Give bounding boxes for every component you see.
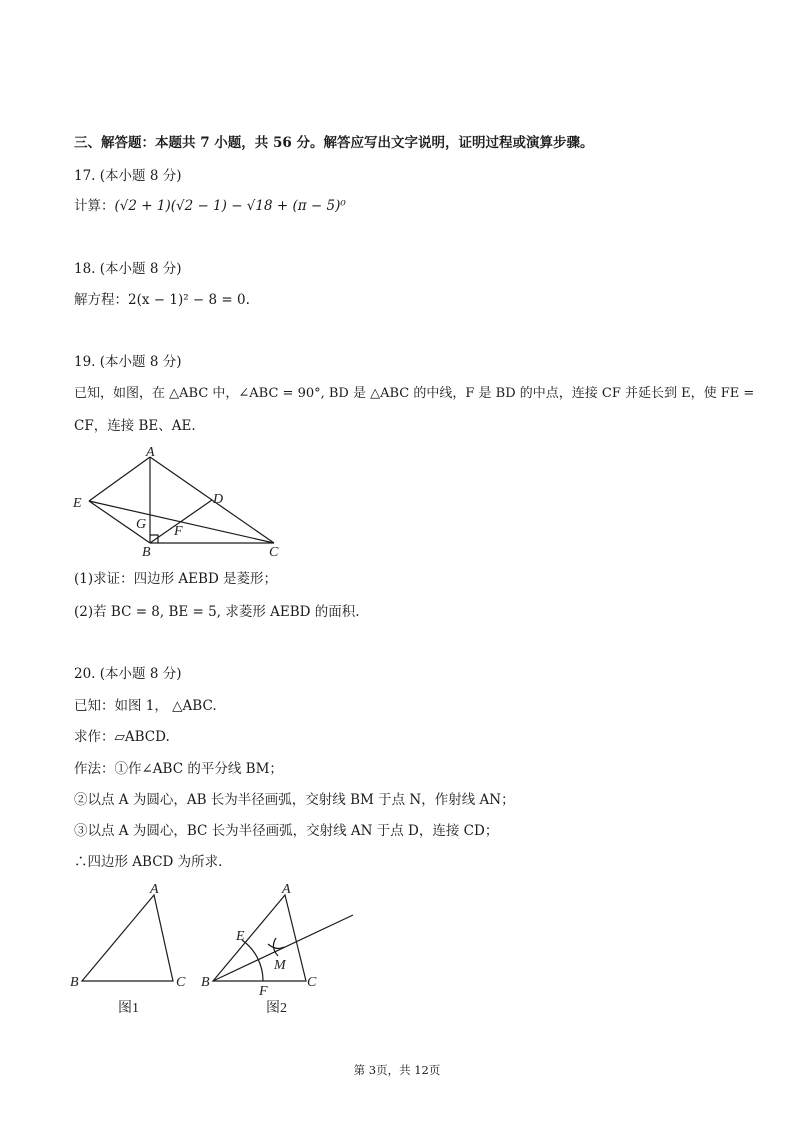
q18-equation: 2(x − 1)² − 8 = 0. <box>128 292 250 308</box>
fig2-label-b: B <box>201 975 210 990</box>
section-heading: 三、解答题：本题共 7 小题，共 56 分。解答应写出文字说明，证明过程或演算步骤。 <box>74 135 594 151</box>
q19-statement-line2: CF，连接 BE、AE. <box>74 418 196 434</box>
fig2-label-c: C <box>307 975 317 990</box>
fig1-caption: 图1 <box>118 1001 139 1016</box>
q19-label-f: F <box>174 524 183 539</box>
fig2-caption: 图2 <box>266 1001 287 1016</box>
q20-construct: 求作：▱ABCD. <box>74 729 170 745</box>
q20-step1: 作法：①作∠ABC 的平分线 BM； <box>74 761 283 777</box>
q19-label-g: G <box>136 517 147 532</box>
q19-part1: (1)求证：四边形 AEBD 是菱形； <box>74 571 278 587</box>
q18-prefix: 解方程： <box>74 292 128 308</box>
page-footer: 第 3页，共 12页 <box>353 1063 441 1077</box>
q20-conclusion: ∴四边形 ABCD 为所求. <box>74 854 223 870</box>
fig2-label-a: A <box>282 882 291 897</box>
fig1-label-b: B <box>70 975 79 990</box>
q19-part2: (2)若 BC = 8, BE = 5, 求菱形 AEBD 的面积. <box>74 604 360 620</box>
q19-label-b: B <box>142 545 151 560</box>
q19-rhombus-figure <box>70 444 290 562</box>
q19-header: 19. (本小题 8 分) <box>74 354 182 370</box>
q17-body <box>74 197 346 215</box>
q18-body <box>74 291 250 309</box>
q20-given: 已知：如图 1， △ABC. <box>74 698 217 714</box>
q19-label-a: A <box>146 445 155 460</box>
fig1-label-a: A <box>150 882 159 897</box>
fig1-label-c: C <box>176 975 186 990</box>
q19-label-c: C <box>269 545 279 560</box>
q17-prefix: 计算： <box>74 198 115 214</box>
q17-expression: (√2 + 1)(√2 − 1) − √18 + (π − 5)⁰ <box>114 198 346 214</box>
q19-statement-line1: 已知，如图，在 △ABC 中，∠ABC = 90°, BD 是 △ABC 的中线，F 是 BD 的中点，连接 CF 并延长到 E，使 FE = <box>74 386 755 401</box>
q17-header: 17. (本小题 8 分) <box>74 168 182 184</box>
fig2-label-f: F <box>259 984 268 999</box>
q20-figure-2 <box>198 878 358 1020</box>
q20-figure-1 <box>66 878 196 1020</box>
q20-step2: ②以点 A 为圆心，AB 长为半径画弧，交射线 BM 于点 N，作射线 AN； <box>74 792 515 808</box>
q19-label-d: D <box>213 492 224 507</box>
fig2-label-m: M <box>274 958 286 973</box>
q19-label-e: E <box>73 496 82 511</box>
q20-header: 20. (本小题 8 分) <box>74 666 182 682</box>
fig2-label-e: E <box>236 929 245 944</box>
q20-step3: ③以点 A 为圆心，BC 长为半径画弧，交射线 AN 于点 D，连接 CD； <box>74 823 499 839</box>
q18-header: 18. (本小题 8 分) <box>74 261 182 277</box>
